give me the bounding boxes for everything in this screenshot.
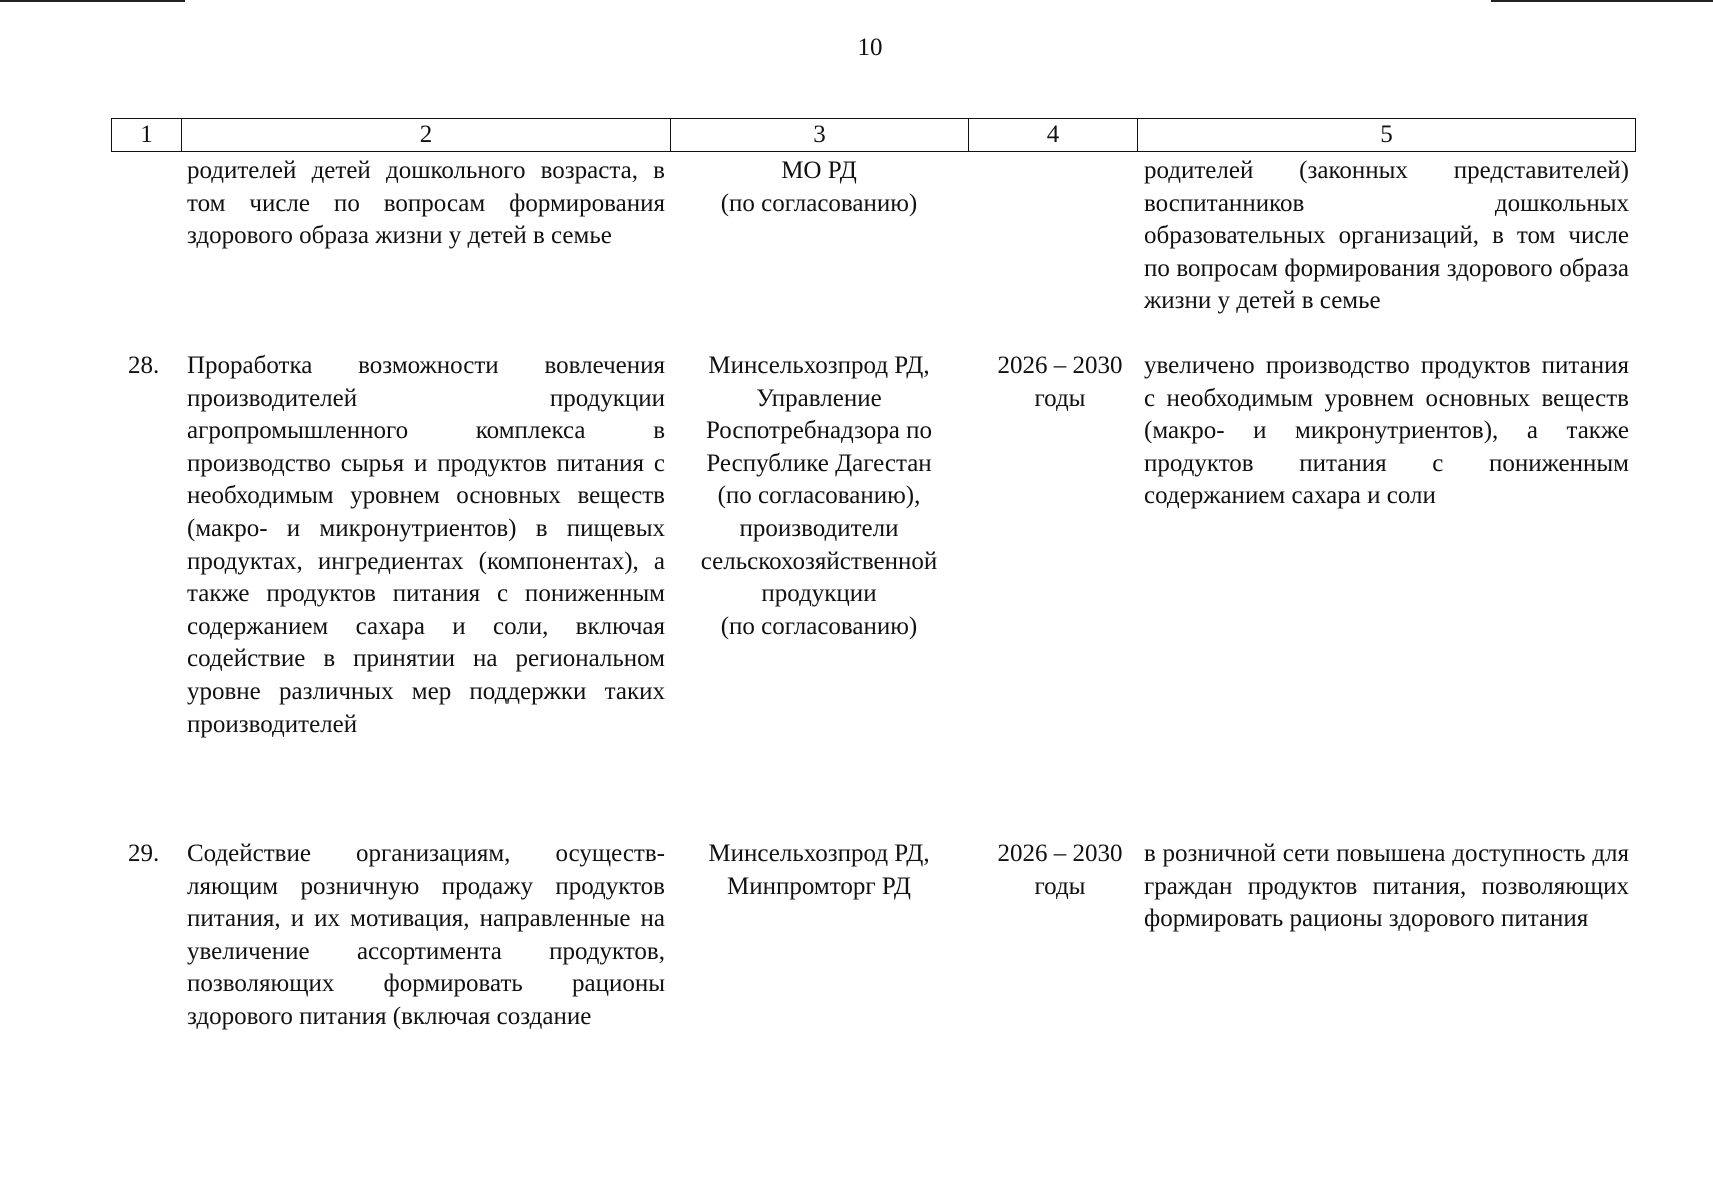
period-unit: годы xyxy=(1034,872,1086,900)
executors-cell xyxy=(672,155,966,220)
column-header-5: 5 xyxy=(1138,119,1636,152)
scan-edge-line-left xyxy=(0,0,185,2)
period-years: 2026 – 2030 xyxy=(997,840,1123,867)
executor-line: Роспотребнадзора по xyxy=(705,417,933,445)
executor-line: Управление xyxy=(756,384,882,412)
executors-cell xyxy=(672,838,966,903)
period-years: 2026 – 2030 xyxy=(997,352,1123,379)
result-text: родителей (законных представителей) воспитанников дошкольных образовательных организаций, в том числе по вопросам формирования здорового образа жизни у детей в семье xyxy=(1144,157,1629,315)
measure-text: Проработка возможности вовлечения производителей продукции агропромышленного комплекса в производство сырья и продуктов питания с необходимым уровнем основных веществ (макро- и микронутриентов) в пищевых продуктах, ингредиентах (компонентах), а также продуктов питания с пониженным содержанием сахара и соли, включая содействие в принятии на региональном уровне различных мер поддержки таких производителей xyxy=(187,352,665,738)
period-unit: годы xyxy=(1034,384,1086,412)
result-text: в розничной сети повышена доступность для граждан продуктов питания, позволяющих формировать рационы здорового питания xyxy=(1144,840,1629,933)
executor-line: (по согласованию) xyxy=(720,189,918,217)
measure-text: родителей детей дошкольного возраста, в том числе по вопросам формирования здорового образа жизни у детей в семье xyxy=(187,157,665,250)
row-number: 28. xyxy=(128,352,160,379)
executor-line: Минсельхозпрод РД, xyxy=(708,840,930,867)
executor-line: (по согласованию) xyxy=(720,612,918,640)
executor-line: производители xyxy=(739,514,899,542)
executors-cell xyxy=(672,350,966,643)
column-header-3: 3 xyxy=(671,119,969,152)
executor-line: Минсельхозпрод РД, xyxy=(708,352,930,379)
executor-line: Минпромторг РД xyxy=(727,872,911,900)
column-header-2: 2 xyxy=(182,119,671,152)
result-text: увеличено производство продуктов питания с необходимым уровнем основных веществ (макро- и микронутриентов), а также продуктов питания с пониженным содержанием сахара и соли xyxy=(1144,352,1629,510)
measure-text: Содействие организациям, осуществляющим розничную продажу продуктов питания, и их мотивация, направленные на увеличение ассортимента продуктов, позволяющих формировать рационы здорового питания (включая создание xyxy=(187,840,665,1030)
column-header-row xyxy=(111,118,1636,152)
executor-line: МО РД xyxy=(781,157,857,184)
executor-line: сельскохозяйственной xyxy=(700,547,938,575)
period-cell xyxy=(975,838,1145,903)
column-header-4: 4 xyxy=(969,119,1138,152)
executor-line: продукции xyxy=(761,580,877,608)
scan-edge-line-right xyxy=(1491,0,1713,2)
period-cell xyxy=(975,350,1145,415)
page-number: 10 xyxy=(857,34,883,61)
executor-line: Республике Дагестан xyxy=(706,449,932,477)
executor-line: (по согласованию), xyxy=(717,482,921,510)
column-header-1: 1 xyxy=(112,119,182,152)
row-number: 29. xyxy=(128,840,160,867)
